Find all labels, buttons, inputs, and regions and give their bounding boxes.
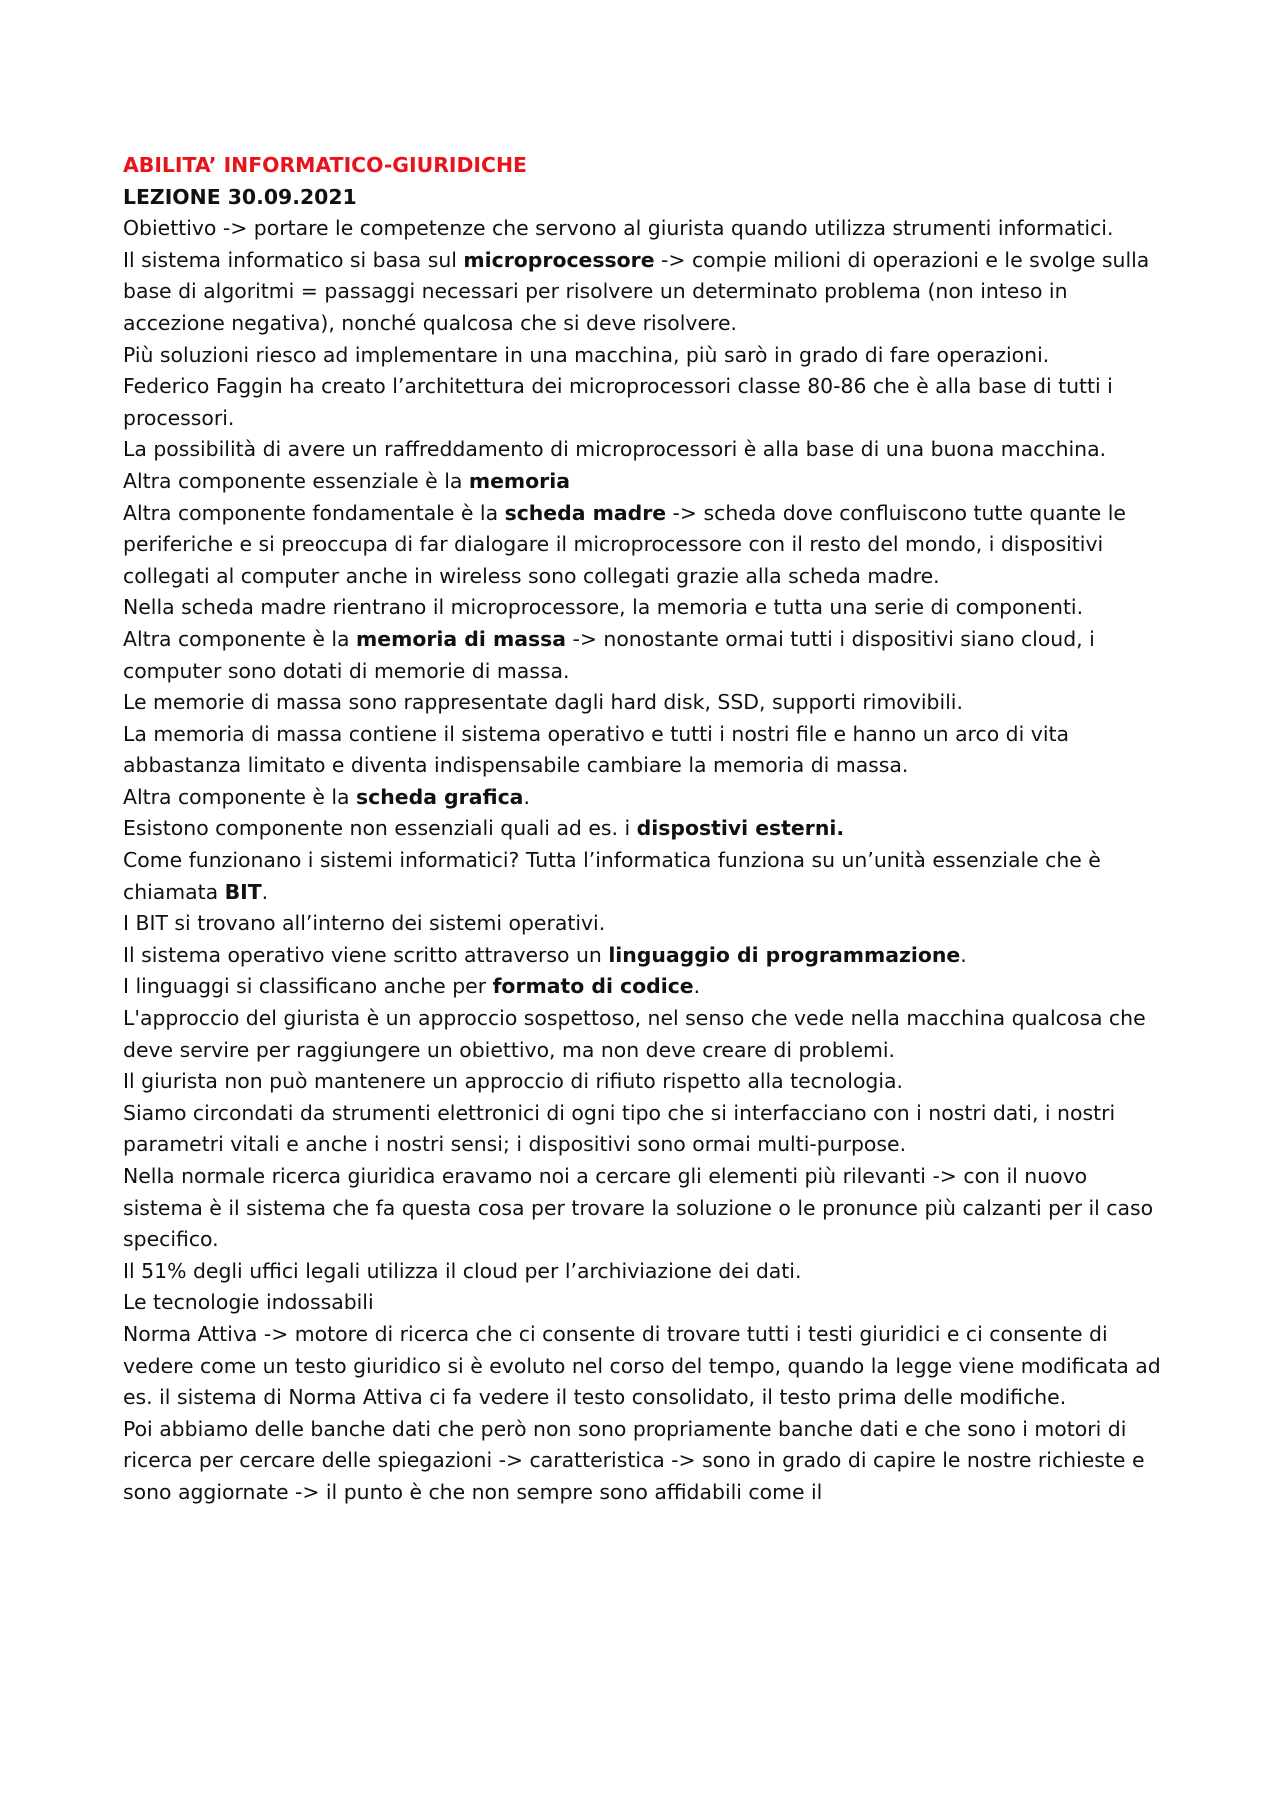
text-run: . — [693, 974, 701, 999]
bold-term: scheda madre — [504, 500, 667, 525]
bold-term: microprocessore — [463, 247, 655, 272]
text-run: Siamo circondati da strumenti elettronici di ogni tipo che si interfacciano con i nostri dati, i nostri parametri vitali e anche i nostri sensi; i dispositivi sono ormai multi-purpose. — [123, 1100, 1116, 1157]
text-run: Il sistema operativo viene scritto attraverso un — [123, 942, 609, 967]
paragraph — [123, 213, 1173, 245]
paragraph — [123, 498, 1173, 593]
paragraph — [123, 1319, 1173, 1414]
paragraph — [123, 466, 1173, 498]
text-run: I BIT si trovano all’interno dei sistemi operativi. — [123, 911, 606, 936]
paragraph — [123, 1414, 1173, 1509]
text-run: -> compie milioni di operazioni e le svolge sulla base di algoritmi = passaggi necessari per risolvere un determinato problema (non inteso in accezione negativa), nonché qualcosa che si deve risolvere. — [123, 247, 1150, 335]
paragraph — [123, 1287, 1173, 1319]
text-run: Altra componente è la — [123, 784, 357, 809]
text-run: -> scheda dove confluiscono tutte quante le periferiche e si preoccupa di far dialogare il microprocessore con il resto del mondo, i dispositivi collegati al computer anche in wireless sono collegati grazie alla scheda madre. — [123, 500, 1126, 588]
text-run: . — [261, 879, 269, 904]
paragraph — [123, 1256, 1173, 1288]
text-run: Altra componente è la — [123, 626, 357, 651]
text-run: Norma Attiva -> motore di ricerca che ci consente di trovare tutti i testi giuridici e ci consente di vedere come un testo giuridico si è evoluto nel corso del tempo, quando la legge viene modificata ad es. il sistema di Norma Attiva ci fa vedere il testo consolidato, il testo prima delle modifiche. — [123, 1321, 1161, 1410]
paragraph — [123, 245, 1173, 340]
paragraph — [123, 340, 1173, 372]
paragraph — [123, 940, 1173, 972]
paragraph — [123, 719, 1173, 782]
bold-term: formato di codice — [492, 974, 694, 999]
paragraph — [123, 1098, 1173, 1161]
text-run: Altra componente fondamentale è la — [123, 500, 505, 525]
bold-term: memoria di massa — [356, 626, 566, 651]
document-title: ABILITA’ INFORMATICO-GIURIDICHE — [123, 153, 527, 177]
paragraph — [123, 813, 1173, 845]
document-page — [123, 150, 1173, 1509]
paragraph — [123, 782, 1173, 814]
paragraph — [123, 1066, 1173, 1098]
text-run: La memoria di massa contiene il sistema operativo e tutti i nostri file e hanno un arco di vita abbastanza limitato e diventa indispensabile cambiare la memoria di massa. — [123, 721, 1069, 778]
text-run: Le tecnologie indossabili — [123, 1290, 374, 1315]
text-run: . — [523, 784, 530, 809]
text-run: -> nonostante ormai tutti i dispositivi siano cloud, i computer sono dotati di memorie di massa. — [123, 626, 1095, 683]
text-run: Nella scheda madre rientrano il microprocessore, la memoria e tutta una serie di componenti. — [123, 595, 1084, 620]
paragraph — [123, 1161, 1173, 1256]
paragraph — [123, 1003, 1173, 1066]
text-run: Le memorie di massa sono rappresentate dagli hard disk, SSD, supporti rimovibili. — [123, 690, 963, 715]
text-run: Come funzionano i sistemi informatici? Tutta l’informatica funziona su un’unità essenziale che è chiamata — [123, 848, 1101, 904]
document-body — [123, 213, 1173, 1508]
text-run: Obiettivo -> portare le competenze che servono al giurista quando utilizza strumenti informatici. — [123, 216, 1114, 241]
text-run: Poi abbiamo delle banche dati che però non sono propriamente banche dati e che sono i motori di ricerca per cercare delle spiegazioni -> caratteristica -> sono in grado di capire le nostre richieste e sono aggiornate -> il punto è che non sempre sono affidabili come il — [123, 1416, 1145, 1504]
paragraph — [123, 592, 1173, 624]
text-run: Nella normale ricerca giuridica eravamo noi a cercare gli elementi più rilevanti -> con il nuovo sistema è il sistema che fa questa cosa per trovare la soluzione o le pronunce più calzanti per il caso specifico. — [123, 1164, 1154, 1252]
text-run: Il 51% degli uffici legali utilizza il cloud per l’archiviazione dei dati. — [123, 1258, 802, 1283]
lesson-date-heading: LEZIONE 30.09.2021 — [123, 184, 357, 209]
paragraph — [123, 908, 1173, 940]
paragraph — [123, 687, 1173, 719]
bold-term: linguaggio di programmazione — [608, 942, 961, 967]
bold-term: memoria — [468, 468, 570, 493]
paragraph — [123, 845, 1173, 908]
bold-term: scheda grafica — [356, 784, 524, 809]
paragraph — [123, 371, 1173, 434]
text-run: Federico Faggin ha creato l’architettura dei microprocessori classe 80-86 che è alla base di tutti i processori. — [123, 374, 1113, 430]
text-run: L'approccio del giurista è un approccio sospettoso, nel senso che vede nella macchina qualcosa che deve servire per raggiungere un obiettivo, ma non deve creare di problemi. — [123, 1006, 1146, 1062]
text-run: . — [960, 942, 967, 967]
paragraph — [123, 971, 1173, 1003]
paragraph — [123, 434, 1173, 466]
bold-term: dispostivi esterni. — [636, 816, 845, 841]
text-run: Il sistema informatico si basa sul — [123, 247, 464, 272]
bold-term: BIT — [224, 879, 262, 904]
text-run: La possibilità di avere un raffreddamento di microprocessori è alla base di una buona macchina. — [123, 437, 1107, 462]
text-run: I linguaggi si classificano anche per — [123, 974, 493, 999]
text-run: Il giurista non può mantenere un approccio di rifiuto rispetto alla tecnologia. — [123, 1069, 904, 1094]
text-run: Più soluzioni riesco ad implementare in una macchina, più sarò in grado di fare operazioni. — [123, 342, 1050, 367]
paragraph — [123, 624, 1173, 687]
text-run: Altra componente essenziale è la — [123, 468, 469, 493]
text-run: Esistono componente non essenziali quali ad es. i — [123, 816, 637, 841]
